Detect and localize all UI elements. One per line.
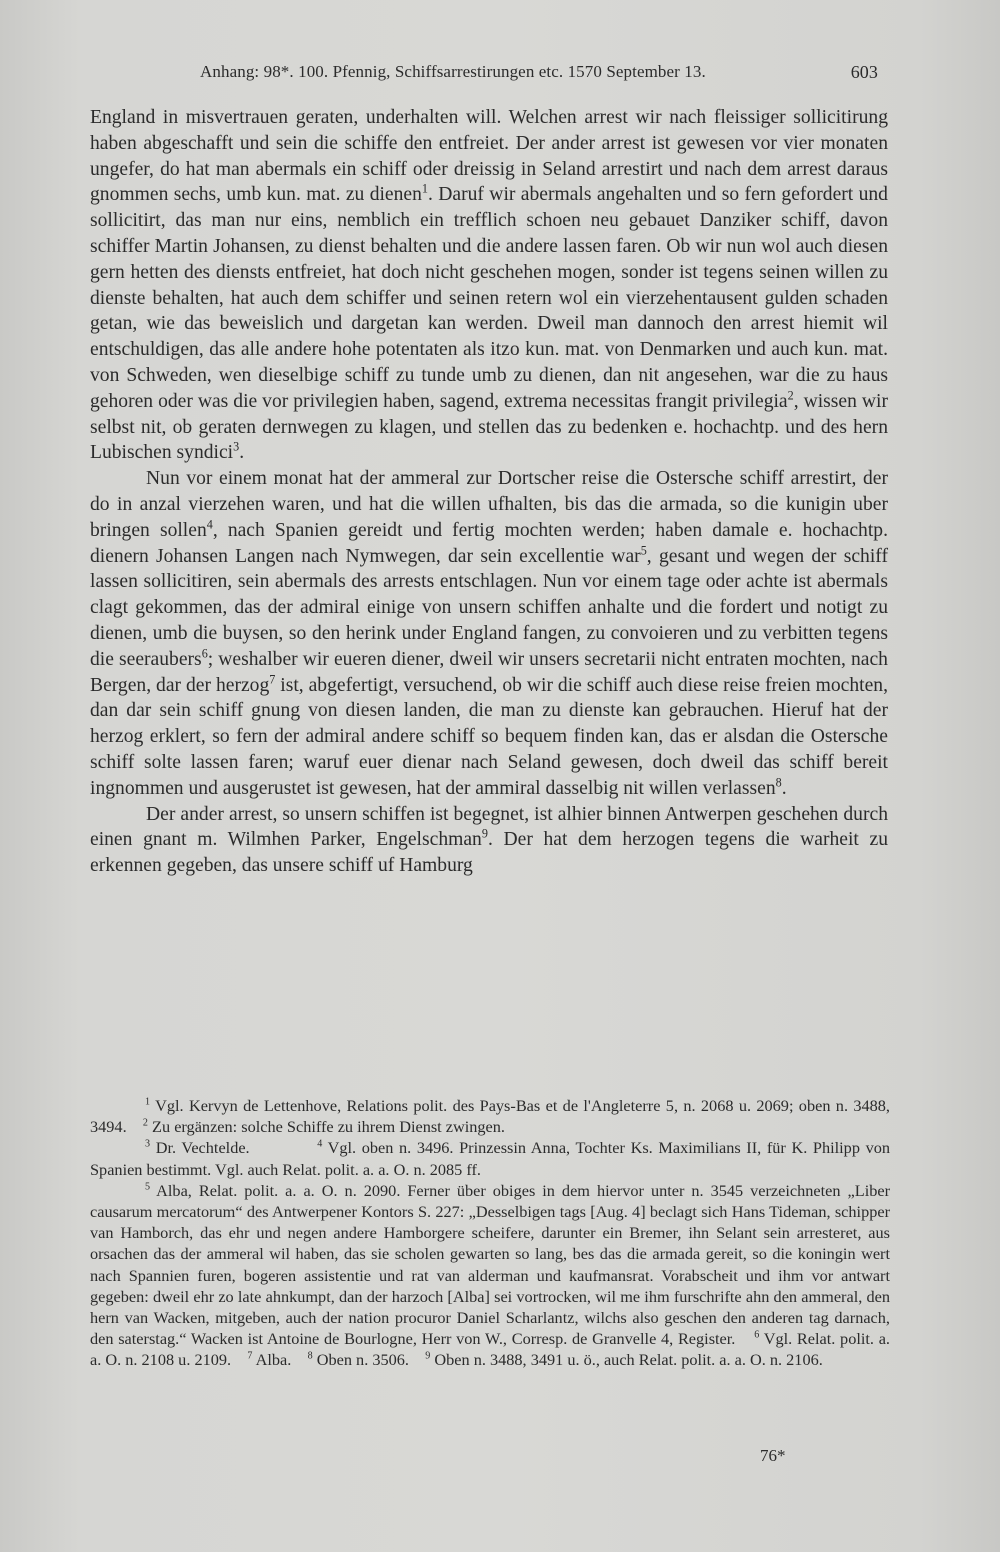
footnote-ref: 9 (481, 826, 488, 841)
footnote-number: 4 (317, 1138, 323, 1150)
footnote-text: Vgl. Kervyn de Lettenhove, Relations polit. des Pays-Bas et de l'Angleterre 5, n. 2068 u. 2069; oben n. 3488, 3494. (90, 1096, 890, 1137)
text-run: . Der hat dem herzogen tegens die warheit zu erkennen gegeben, das unsere schiff uf Hamburg (90, 829, 888, 877)
footnote-ref: 6 (201, 646, 208, 661)
main-text (90, 105, 888, 879)
text-run: Der ander arrest, so unsern schiffen ist begegnet, ist alhier binnen Antwerpen geschehen durch einen gnant m. Wilmhen Parker, Engelschman (90, 803, 888, 851)
footnote-1-2 (90, 1095, 890, 1137)
paragraph-2 (90, 466, 888, 801)
footnote-number: 7 (247, 1351, 253, 1363)
footnote-text: Alba. (255, 1350, 292, 1370)
footnote-number: 3 (145, 1138, 151, 1150)
page-number: 603 (850, 62, 878, 82)
text-run: , nach Spanien gereidt und fertig mochten werden; haben damale e. hochachtp. dienern Johansen Langen nach Nymwegen, dar sein excellentie war (90, 519, 888, 567)
footnote-text: Dr. Vechtelde. (155, 1138, 250, 1158)
text-run: . (781, 777, 787, 799)
signature-mark: 76* (760, 1446, 786, 1465)
footnote-ref: 7 (269, 672, 276, 686)
footnote-text: Vgl. Relat. polit. a. a. O. n. 2108 u. 2109. (90, 1329, 890, 1370)
footnote-5-6 (90, 1180, 890, 1371)
footnote-text: Zu ergänzen: solche Schiffe zu ihrem Dienst zwingen. (152, 1117, 505, 1137)
text-run: , wissen wir selbst nit, ob geraten dernwegen zu klagen, und stellen das zu bedenken e. hochachtp. und des hern Lubischen syndici (90, 390, 888, 464)
text-run: , gesant und wegen der schiff lassen sollicitiren, sein abermals des arrests entschlagen. Nun vor einem tage oder achte ist abermals clagt gekommen, das der admiral einige von unsern schiffen anhalte und die fordert und notigt zu dienen, umb die buysen, so den herink under England fangen, zu convoieren und zu verbitten tegens die seeraubers (90, 545, 888, 670)
footnote-ref: 3 (233, 439, 240, 454)
footnote-number: 2 (142, 1117, 148, 1129)
text-run: England in misvertrauen geraten, underhalten will. Welchen arrest wir nach fleissiger sollicitirung haben abgeschafft und sein die schiffe den entfreiet. Der ander arrest ist gewesen vor vier monaten ungefer, do hat man abermals ein schiff oder dreissig in Seland arrestirt und nach dem arrest daraus gnommen sechs, umb kun. mat. zu dienen (90, 107, 888, 206)
footnote-number: 5 (145, 1181, 151, 1193)
footnote-ref: 1 (421, 181, 428, 196)
text-run: ist, abgefertigt, versuchend, ob wir die schiff auch diese reise freien mochten, dan dar sein schiff gnung von diesen landen, die man zu dienste kan gebrauchen. Hieruf hat der herzog erklert, so fern der admiral andere schiff so bequem finden kan, das er alsdan die Ostersche schiff solte lassen faren; waruf euer dienar nach Seland gewesen, doch dweil das schiff bereit ingnommen und ausgerustet ist gewesen, hat der ammiral dasselbig nit willen verlassen (90, 674, 888, 799)
text-run: . Daruf wir abermals angehalten und so fern gefordert und sollicitirt, das man nur eins, nemblich ein trefflich schoen neu gebauet Danziker schiff, davon schiffer Martin Johansen, zu dienst behalten und die andere lassen faren. Ob wir nun wol auch diesen gern hetten des diensts entfreiet, hat doch nicht geschehen mogen, sonder ist tegens seinen willen zu dienste behalten, hat auch dem schiffer und seinen retern wol ein vierzehentausent gulden schaden getan, wie das beweislich und dargetan kan werden. Dweil man dannoch den arrest hiemit wil entschuldigen, das alle andere hohe potentaten als itzo kun. mat. von Denmarken und auch kun. mat. von Schweden, wen dieselbige schiff zu tunde umb zu dienen, dan nit angesehen, war die zu haus gehoren oder was die vor privilegien haben, sagend, extrema necessitas frangit privilegia (90, 184, 888, 412)
footnote-ref: 2 (787, 388, 794, 403)
footnotes (90, 1095, 890, 1371)
text-run: . (239, 442, 245, 464)
footnote-number: 8 (307, 1351, 313, 1363)
footnote-ref: 5 (640, 543, 647, 558)
footnote-text: Oben n. 3488, 3491 u. ö., auch Relat. polit. a. a. O. n. 2106. (434, 1350, 823, 1370)
text-run: Nun vor einem monat hat der ammeral zur Dortscher reise die Ostersche schiff arrestirt, der do in anzal vierzehen waren, und hat die willen ufhalten, bis das die armada, so die kunigin uber bringen sollen (90, 468, 888, 541)
footnote-text: Oben n. 3506. (316, 1350, 409, 1370)
footnote-3-4 (90, 1137, 890, 1179)
footnote-number: 6 (754, 1329, 760, 1341)
footnote-text: Vgl. oben n. 3496. Prinzessin Anna, Tochter Ks. Maximilians II, für K. Philipp von Spanien bestimmt. Vgl. auch Relat. polit. a. a. O. n. 2085 ff. (90, 1138, 891, 1179)
paragraph-3 (90, 802, 888, 879)
footnote-ref: 4 (206, 517, 213, 532)
paragraph-1 (90, 105, 888, 466)
footnote-text: Alba, Relat. polit. a. a. O. n. 2090. Ferner über obiges in dem hiervor unter n. 3545 verzeichneten „Liber causarum mercatorum“ des Antwerpener Kontors S. 227: „Desselbigen tags [Aug. 4] beclagt sich Hans Tideman, schipper van Hamborch, das ehr und negen andere Hamborgere scheifere, darunter ein Bremer, ihn Selant sein arresteret, aus orsachen das der ammeral wil haben, das sie scholen gewarten so lang, bes das die armada gereit, so die koningin wert nach Spannien furen, bogeren assistentie und rat van alderman und kaufmansrat. Vorabscheit und ihm vor antwart gegeben: dweil ehr zo late ahnkumpt, dan der harzoch [Alba] sei vortrocken, wil me ihm furschrifte ahn den ammeral, den hern van Wacken, mitgeben, auch der nation procuror Daniel Scharlantz, wilchs also geschen den anderen tag darnach, den saterstag.“ Wacken ist Antoine de Bourlogne, Herr von W., Corresp. de Granvelle 4, Register. (90, 1180, 891, 1349)
footnote-ref: 8 (775, 775, 782, 790)
footnote-number: 1 (145, 1096, 151, 1108)
text-run: ; weshalber wir eueren diener, dweil wir unsers secretarii nicht entraten mochten, nach Bergen, dar der herzog (90, 648, 888, 696)
footnote-number: 9 (425, 1351, 431, 1363)
running-title: Anhang: 98*. 100. Pfennig, Schiffsarrestirungen etc. 1570 September 13. (200, 62, 706, 81)
